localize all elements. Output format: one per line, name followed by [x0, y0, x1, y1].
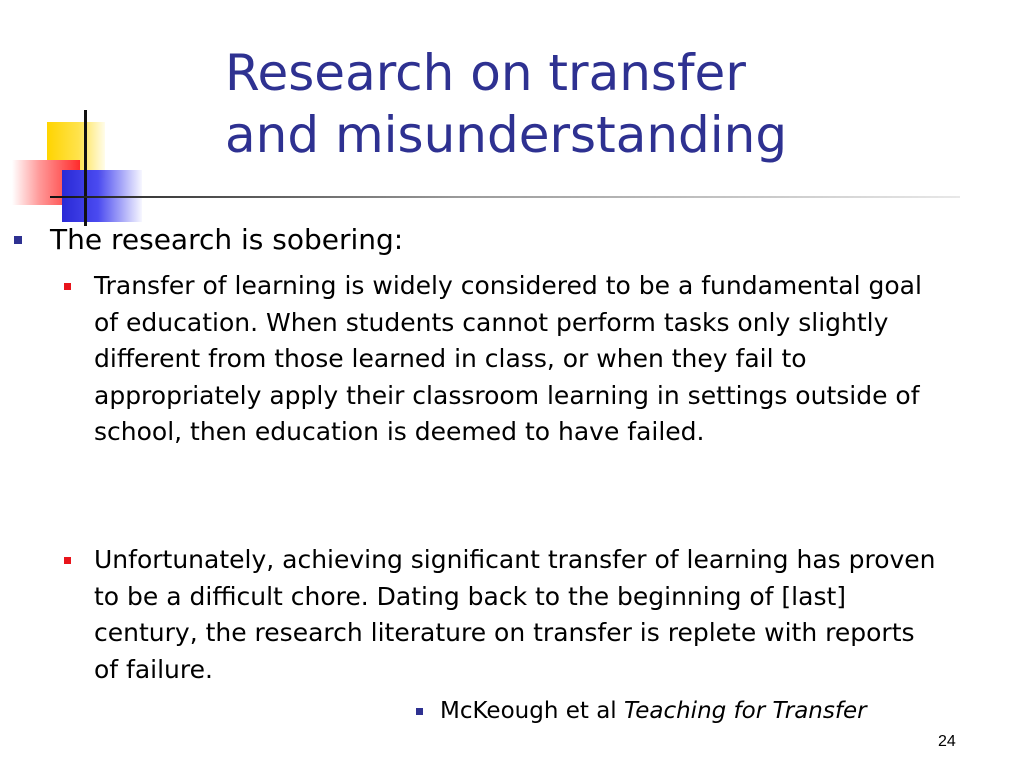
bullet-level-2-text: Unfortunately, achieving significant transfer of learning has proven to be a difficult chore. Dating back to the beginning of [last] century, the research literature on transfer is replete with reports of failure. [94, 545, 936, 684]
citation-text [440, 694, 867, 728]
square-bullet-icon [64, 283, 71, 290]
slide-title-line-1: Research on transfer [225, 44, 746, 102]
slide-title [225, 42, 985, 166]
square-bullet-icon [64, 557, 71, 564]
bullet-level-2-text: Transfer of learning is widely considered to be a fundamental goal of education. When students cannot perform tasks only slightly different from those learned in class, or when they fail to appropriately apply their classroom learning in settings outside of school, then education is deemed to have failed. [94, 271, 922, 446]
citation-work-title: Teaching for Transfer [624, 698, 867, 724]
square-bullet-icon [416, 708, 423, 715]
square-bullet-icon [14, 236, 22, 244]
citation-author: McKeough et al [440, 698, 617, 724]
bullet-level-1-text: The research is sobering: [50, 223, 404, 256]
vertical-rule [84, 110, 87, 226]
title-underline-rule [50, 196, 960, 198]
slide-title-line-2: and misunderstanding [225, 106, 788, 164]
page-number: 24 [938, 733, 956, 750]
